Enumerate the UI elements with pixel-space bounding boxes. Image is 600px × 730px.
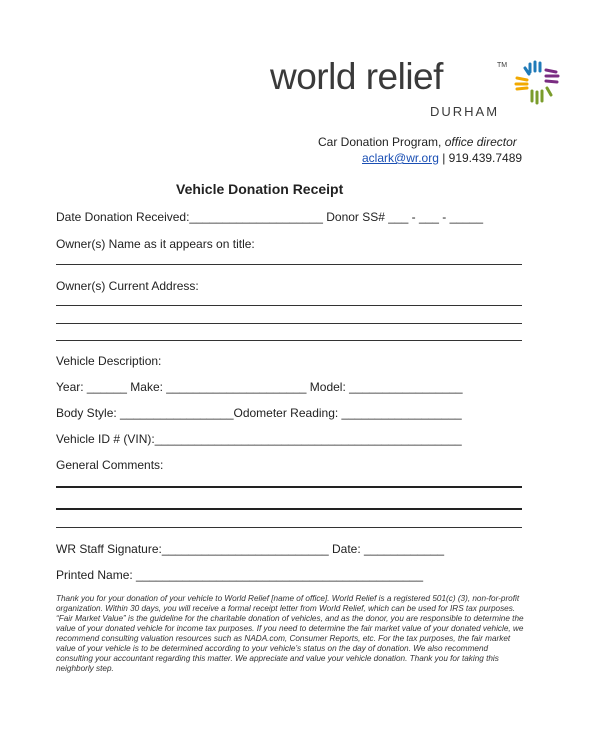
program-label: Car Donation Program, — [318, 135, 445, 149]
date-donor-field[interactable]: Date Donation Received:____________________ Donor SS# ___ - ___ - _____ — [56, 210, 483, 224]
logo-hands-icon — [512, 58, 562, 108]
vin-field[interactable]: Vehicle ID # (VIN):______________________________________________ — [56, 432, 462, 446]
logo-subtitle: DURHAM — [430, 104, 500, 119]
thank-you-note: Thank you for your donation of your vehicle to World Relief [name of office]. World Relief is a registered 501(c) (3), non-for-profit organization. Within 30 days, you will receive a formal receipt letter from World Relief, which can be used for IRS tax purposes. “Fair Market Value” is the guideline for the charitable donation of vehicles, and as the donor, you are responsible to determine the value of your donated vehicle for income tax purposes. If you need to determine the fair market value of your donated vehicle, we recommend consulting valuation resources such as NADA.com, Consumer Reports, etc. For the tax purposes, the fair market value of your vehicle is to be determined according to your vehicle’s status on the day of donation. We also recommend consulting your accountant regarding this matter. We appreciate and value your vehicle donation. Thank you for taking this neighborly step. — [56, 594, 524, 673]
body-odometer-field[interactable]: Body Style: _________________Odometer Reading: __________________ — [56, 406, 462, 420]
year-make-model-field[interactable]: Year: ______ Make: _____________________ Model: _________________ — [56, 380, 463, 394]
address-line-3[interactable] — [56, 340, 522, 341]
role-label: office director — [444, 135, 517, 149]
contact-line — [362, 151, 522, 165]
address-line-1[interactable] — [56, 305, 522, 306]
email-link[interactable]: aclark@wr.org — [362, 151, 439, 165]
comments-line-2[interactable] — [56, 508, 522, 510]
contact-program — [318, 135, 517, 149]
logo-trademark: TM — [497, 62, 508, 69]
comments-line-3[interactable] — [56, 527, 522, 528]
printed-name-field[interactable]: Printed Name: ___________________________________________ — [56, 568, 424, 582]
owner-name-line[interactable] — [56, 264, 522, 265]
form-title: Vehicle Donation Receipt — [176, 181, 344, 197]
vehicle-description-label: Vehicle Description: — [56, 354, 162, 368]
general-comments-label: General Comments: — [56, 458, 164, 472]
owner-name-label: Owner(s) Name as it appears on title: — [56, 237, 255, 251]
address-line-2[interactable] — [56, 323, 522, 324]
owner-address-label: Owner(s) Current Address: — [56, 279, 199, 293]
signature-date-field[interactable]: WR Staff Signature:_________________________ Date: ____________ — [56, 542, 445, 556]
comments-line-1[interactable] — [56, 486, 522, 488]
logo-wordmark: world relief — [270, 56, 443, 97]
phone-text: | 919.439.7489 — [438, 151, 523, 165]
